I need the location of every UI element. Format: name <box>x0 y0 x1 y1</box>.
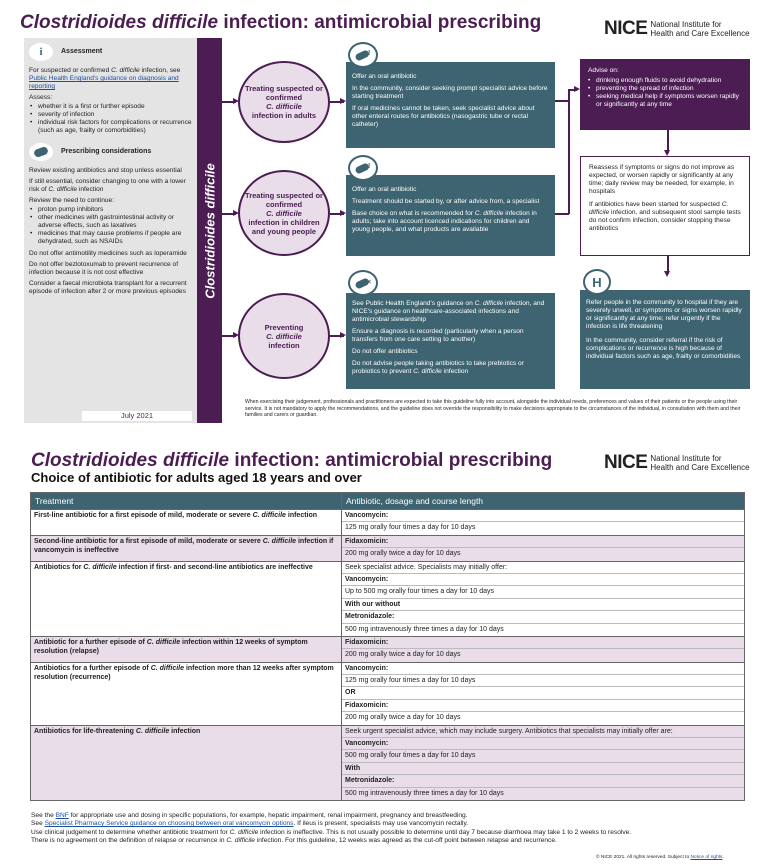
antibiotic-cell <box>342 535 745 561</box>
box-text: Offer an oral antibiotic <box>352 186 417 193</box>
nice-line2: Health and Care Excellence <box>650 29 750 38</box>
dosage-line: 500 mg orally four times a day for 10 days <box>342 750 744 762</box>
svg-text:!: ! <box>368 163 371 170</box>
assess-item: • whether it is a first or further episode <box>29 103 192 111</box>
antibiotic-cell <box>342 510 745 536</box>
assessment-panel <box>24 38 197 423</box>
dosage-line: With our without <box>342 599 744 611</box>
connector <box>555 213 569 215</box>
table-row <box>31 535 745 561</box>
footnote: See the BNF for appropriate use and dosing in specific populations, for example, hepatic impairment, renal impairment, pregnancy and breastfeeding. <box>31 812 468 819</box>
box-prevent <box>346 293 555 389</box>
prescribing-item: • other medicines with gastrointestinal activity or adverse effects, such as laxatives <box>29 214 192 230</box>
prescribing-text: If still essential, consider changing to one with a lower risk of C. difficile infection <box>29 178 186 193</box>
box-children <box>346 175 555 256</box>
prescribing-text: Review existing antibiotics and stop unless essential <box>29 167 182 174</box>
notice-of-rights-link[interactable]: Notice of rights <box>690 855 723 860</box>
nice-logo <box>604 18 750 40</box>
table-row <box>31 510 745 536</box>
prescribing-item: • medicines that may cause problems if people are dehydrated, such as NSAIDs <box>29 230 192 246</box>
box-text: In the community, consider seeking prompt specialist advice before starting treatment <box>352 85 548 100</box>
box-text: If oral medicines cannot be taken, seek specialist advice about other enteral routes for antibiotics (nasogastric tube or rectal catheter) <box>352 105 535 128</box>
antibiotic-cell <box>342 636 745 662</box>
dosage-line: 200 mg orally twice a day for 10 days <box>345 714 461 722</box>
prescribing-item: • proton pump inhibitors <box>29 206 192 214</box>
dosage-line: Vancomycin: <box>342 738 744 750</box>
dosage-line: 125 mg orally four times a day for 10 days <box>342 675 744 687</box>
box-text: Base choice on what is recommended for C. difficile infection in adults; take into account licenced indications for children and young people, and what products are available <box>352 210 537 233</box>
antibiotic-cell <box>342 662 745 725</box>
arrowhead <box>664 271 670 277</box>
assess-item: • severity of infection <box>29 111 192 119</box>
dosage-line: Seek urgent specialist advice, which may include surgery. Antibiotics that specialists may initially offer are: <box>342 726 744 738</box>
svg-text:!: ! <box>368 50 371 57</box>
nice-line1: National Institute for <box>650 454 722 463</box>
prescribing-heading: Prescribing considerations <box>61 148 152 155</box>
treatment-cell: Antibiotics for life-threatening C. difficile infection <box>31 725 342 800</box>
refer-text: Refer people in the community to hospital if they are severely unwell, or symptoms or signs worsen rapidly or significantly at any time; refer urgently if the infection is life threatening <box>586 299 742 330</box>
dosage-line: Metronidazole: <box>342 775 744 787</box>
capsule-warning-icon <box>348 155 378 181</box>
publication-date: July 2021 <box>82 411 192 421</box>
footnote: Use clinical judgement to determine whether antibiotic treatment for C. difficile infection is ineffective. This is not usually possible to determine until day 7 because diarrhoea may take 1 to 2 weeks to resolve. <box>31 828 632 836</box>
box-text: Do not offer antibiotics <box>352 348 418 355</box>
prescribing-text: Consider a faecal microbiota transplant for a recurrent episode of infection after 2 or more previous episodes <box>29 280 187 295</box>
svg-text:×: × <box>367 279 372 286</box>
vertical-label: Clostridioides difficile <box>202 162 217 299</box>
reassess-text: Reassess if symptoms or signs do not improve as expected, or worsen rapidly or significantly at any time; daily review may be needed, for example, in hospitals <box>589 164 735 195</box>
nice-line1: National Institute for <box>650 20 722 29</box>
page2-subtitle: Choice of antibiotic for adults aged 18 years and over <box>31 470 362 485</box>
reassess-box <box>580 156 750 256</box>
no-capsule-icon <box>348 270 378 296</box>
dosage-line: With <box>342 763 744 775</box>
prescribing-text: Do not offer antimotility medicines such as loperamide <box>29 250 187 257</box>
info-icon: i <box>29 43 53 61</box>
antibiotic-cell <box>342 561 745 636</box>
box-text: Ensure a diagnosis is recorded (particularly when a person transfers from one care setting to another) <box>352 328 524 343</box>
advise-item: • drinking enough fluids to avoid dehydration <box>588 77 742 85</box>
advise-box <box>580 59 750 130</box>
assess-label: Assess: <box>29 94 53 101</box>
circle-adults: Treating suspected or confirmed C. difficile infection in adults <box>238 61 330 143</box>
table-row <box>31 561 745 636</box>
page2-title: Clostridioides difficile infection: antimicrobial prescribing <box>31 450 553 471</box>
dosage-line: Fidaxomicin: <box>342 637 744 649</box>
dosage-line: Fidaxomicin: <box>342 536 744 548</box>
copyright: © NICE 2021. All rights reserved. Subject to Notice of rights. <box>596 855 724 860</box>
treatment-cell: Antibiotics for a further episode of C. difficile infection more than 12 weeks after symptom resolution (recurrence) <box>31 662 342 725</box>
circle-prevent: Preventing C. difficile infection <box>238 293 330 379</box>
antibiotic-table-wrap <box>30 492 745 801</box>
footnote: There is no agreement on the definition of relapse or recurrence in C. difficile infection. For this guideline, 12 weeks was agreed as the cut-off point between relapse and recurrence. <box>31 837 557 845</box>
refer-box <box>580 290 750 389</box>
bnf-link[interactable]: BNF <box>55 812 69 819</box>
dosage-line: 125 mg orally four times a day for 10 days <box>345 524 476 532</box>
page1-title: Clostridioides difficile infection: antimicrobial prescribing <box>20 12 542 33</box>
treatment-cell: Antibiotics for C. difficile infection if first- and second-line antibiotics are ineffective <box>31 561 342 636</box>
dosage-line: 500 mg intravenously three times a day for 10 days <box>345 625 504 633</box>
table-row <box>31 662 745 725</box>
treatment-cell: Second-line antibiotic for a first episode of mild, moderate or severe C. difficile infection if vancomycin is ineffective <box>31 535 342 561</box>
footnotes <box>31 812 761 846</box>
dosage-line: Vancomycin: <box>342 663 744 675</box>
dosage-line: 500 mg intravenously three times a day for 10 days <box>345 789 504 797</box>
advise-label: Advise on: <box>588 67 619 74</box>
nice-line2: Health and Care Excellence <box>650 463 750 472</box>
prescribing-text: Do not offer bezlotoxumab to prevent recurrence of infection because it is not cost effective <box>29 261 179 276</box>
table-row <box>31 725 745 800</box>
vertical-label-bar <box>197 38 222 423</box>
nice-logo-text: NICE <box>604 452 648 473</box>
box-text: Do not advise people taking antibiotics to take prebiotics or probiotics to prevent C. difficile infection <box>352 360 524 375</box>
dosage-line: Seek specialist advice. Specialists may initially offer: <box>342 562 744 574</box>
dosage-line: Up to 500 mg orally four times a day for 10 days <box>342 586 744 598</box>
assessment-intro: For suspected or confirmed C. difficile infection, see Public Health England's guidance on diagnosis and reporting <box>29 67 181 90</box>
connector <box>568 89 570 214</box>
prescribing-text: Review the need to continue: <box>29 197 115 204</box>
dosage-line: 200 mg orally twice a day for 10 days <box>345 550 461 558</box>
disclaimer: When exercising their judgement, professionals and practitioners are expected to take this guideline fully into account, alongside the individual needs, preferences and values of their patients or the people using their service. It is not mandatory to apply the recommendations, and the guideline does not override the responsibility to make decisions appropriate to the circumstances of the individual, in consultation with them and their families and carers or guardian. <box>245 399 741 418</box>
dosage-line: Vancomycin: <box>342 510 744 522</box>
treatment-cell: First-line antibiotic for a first episode of mild, moderate or severe C. difficile infection <box>31 510 342 536</box>
advise-item: • seeking medical help if symptoms worsen rapidly or significantly at any time <box>588 93 742 109</box>
treatment-cell: Antibiotic for a further episode of C. difficile infection within 12 weeks of symptom resolution (relapse) <box>31 636 342 662</box>
advise-item: • preventing the spread of infection <box>588 85 742 93</box>
dosage-line: Metronidazole: <box>342 611 744 623</box>
dosage-line: OR <box>342 687 744 699</box>
reassess-text: If antibiotics have been started for suspected C. difficile infection, and subsequent stool sample tests do not confirm infection, consider stopping these antibiotics <box>589 201 741 232</box>
box-text: Offer an oral antibiotic <box>352 73 417 80</box>
hospital-icon: H <box>583 269 611 295</box>
table-row <box>31 636 745 662</box>
circle-children: Treating suspected or confirmed C. difficile infection in children and young people <box>238 170 330 256</box>
antibiotic-cell <box>342 725 745 800</box>
box-adults <box>346 62 555 148</box>
dosage-line: 200 mg orally twice a day for 10 days <box>345 651 461 659</box>
dosage-line: Vancomycin: <box>342 574 744 586</box>
assessment-heading: Assessment <box>61 48 103 55</box>
nice-logo <box>604 452 750 474</box>
col-antibiotic-header: Antibiotic, dosage and course length <box>342 493 745 510</box>
footnote: See Specialist Pharmacy Service guidance on choosing between oral vancomycin options. If ileus is present, specialists may use vancomycin rectally. <box>31 820 469 828</box>
nice-logo-text: NICE <box>604 18 648 39</box>
phe-diagnosis-link[interactable]: Public Health England's guidance on diagnosis and reporting <box>29 75 179 90</box>
box-text: Treatment should be started by, or after advice from, a specialist <box>352 198 540 205</box>
sps-link[interactable]: Specialist Pharmacy Service guidance on choosing between oral vancomycin options <box>44 820 294 828</box>
connector <box>555 100 569 102</box>
box-text: See Public Health England's guidance on C. difficile infection, and NICE's guidance on healthcare-associated infections and antimicrobial stewardship <box>352 300 545 323</box>
dosage-line: Fidaxomicin: <box>342 700 744 712</box>
antibiotic-table <box>30 492 745 801</box>
capsule-warning-icon <box>348 42 378 68</box>
refer-text: In the community, consider referral if the risk of complications or recurrence is high because of individual factors such as age, frailty or comorbidities <box>586 337 741 360</box>
capsule-icon <box>29 143 53 161</box>
col-treatment-header: Treatment <box>31 493 342 510</box>
assess-item: • individual risk factors for complications or recurrence (such as age, frailty or comorbidities) <box>29 119 192 135</box>
